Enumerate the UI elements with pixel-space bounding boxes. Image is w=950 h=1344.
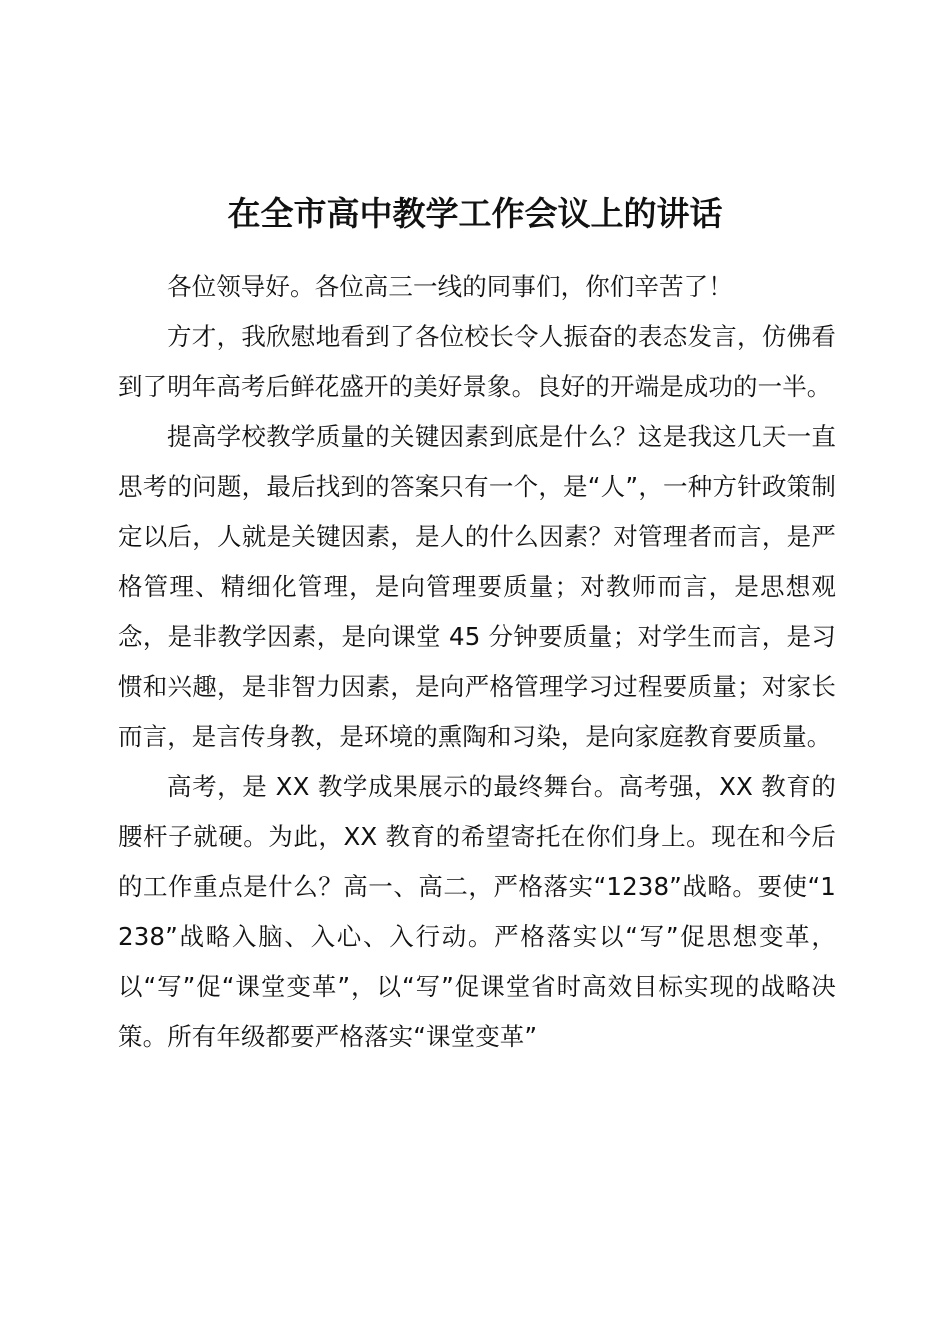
paragraph-key-factors: 提高学校教学质量的关键因素到底是什么？这是我这几天一直思考的问题，最后找到的答案只有一个，是“人”，一种方针政策制定以后，人就是关键因素，是人的什么因素？对管理者而言，是严格管理、精细化管理，是向管理要质量；对教师而言，是思想观念，是非教学因素，是向课堂 45 分钟要质量；对学生而言，是习惯和兴趣，是非智力因素，是向严格管理学习过程要质量；对家长而言，是言传身教，是环境的熏陶和习染，是向家庭教育要质量。 (118, 422, 836, 751)
paragraph-greeting: 各位领导好。各位高三一线的同事们，你们辛苦了！ (167, 272, 733, 301)
document-body (118, 262, 836, 1062)
paragraph-gaokao: 高考，是 XX 教学成果展示的最终舞台。高考强，XX 教育的腰杆子就硬。为此，XX 教育的希望寄托在你们身上。现在和今后的工作重点是什么？高一、高二，严格落实“1238”战略。要使“1238”战略入脑、入心、入行动。严格落实以“写”促思想变革，以“写”促“课堂变革”，以“写”促课堂省时高效目标实现的战略决策。所有年级都要严格落实“课堂变革” (118, 772, 836, 1051)
document-title: 在全市高中教学工作会议上的讲话 (227, 194, 723, 233)
paragraph-opening: 方才，我欣慰地看到了各位校长令人振奋的表态发言，仿佛看到了明年高考后鲜花盛开的美好景象。良好的开端是成功的一半。 (118, 322, 836, 401)
